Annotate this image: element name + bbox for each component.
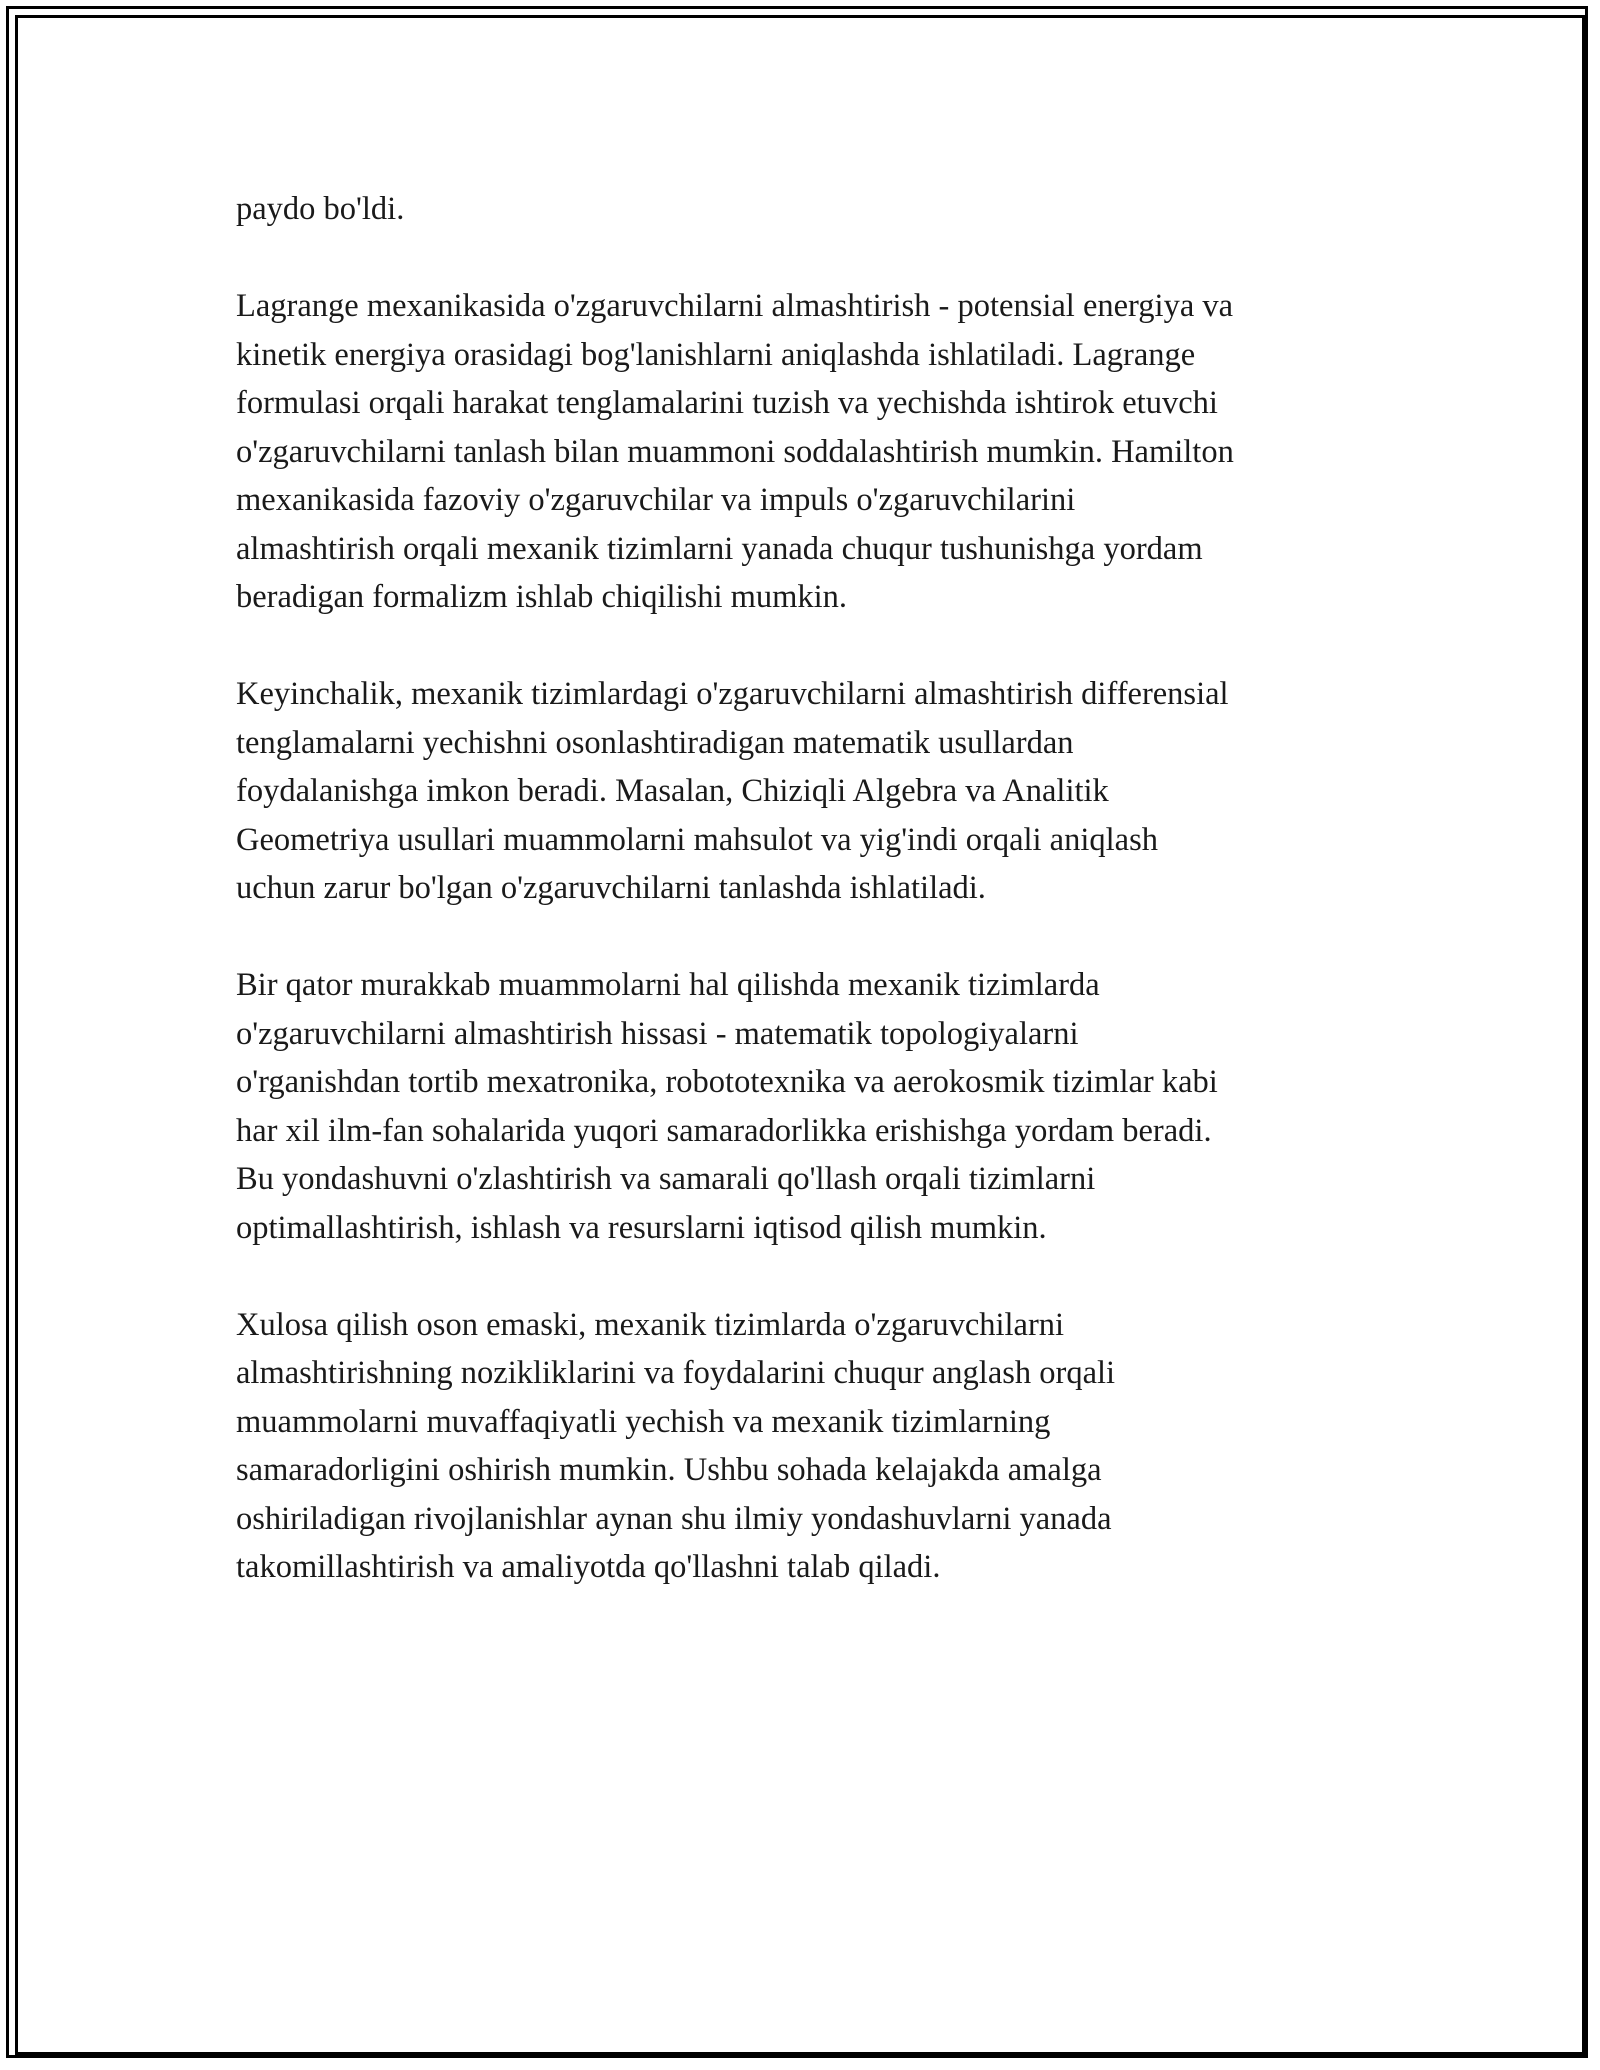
- paragraph-conclusion: Xulosa qilish oson emaski, mexanik tizimlarda o'zgaruvchilarni almashtirishning nozikliklarini va foydalarini chuqur anglash orqali muammolarni muvaffaqiyatli yechish va mexanik tizimlarning samaradorligini oshirish mumkin. Ushbu sohada kelajakda amalga oshiriladigan rivojlanishlar aynan shu ilmiy yondashuvlarni yanada takomillashtirish va amaliyotda qo'llashni talab qiladi.: [236, 1306, 1116, 1585]
- document-body: [236, 185, 1386, 1640]
- paragraph-lagrange-hamilton: Lagrange mexanikasida o'zgaruvchilarni almashtirish - potensial energiya va kinetik energiya orasidagi bog'lanishlarni aniqlashda ishlatiladi. Lagrange formulasi orqali harakat tenglamalarini tuzish va yechishda ishtirok etuvchi o'zgaruvchilarni tanlash bilan muammoni soddalashtirish mumkin. Hamilton mexanikasida fazoviy o'zgaruvchilar va impuls o'zgaruvchilarini almashtirish orqali mexanik tizimlarni yanada chuqur tushunishga yordam beradigan formalizm ishlab chiqilishi mumkin.: [236, 288, 1234, 615]
- paragraph-continuation: paydo bo'ldi.: [236, 191, 405, 227]
- paragraph-differential-equations: Keyinchalik, mexanik tizimlardagi o'zgaruvchilarni almashtirish differensial tenglamalarni yechishni osonlashtiradigan matematik usullardan foydalanishga imkon beradi. Masalan, Chiziqli Algebra va Analitik Geometriya usullari muammolarni mahsulot va yig'indi orqali aniqlash uchun zarur bo'lgan o'zgaruvchilarni tanlashda ishlatiladi.: [236, 676, 1229, 906]
- paragraph-complex-problems: Bir qator murakkab muammolarni hal qilishda mexanik tizimlarda o'zgaruvchilarni almashtirish hissasi - matematik topologiyalarni o'rganishdan tortib mexatronika, robototexnika va aerokosmik tizimlar kabi har xil ilm-fan sohalarida yuqori samaradorlikka erishishga yordam beradi. Bu yondashuvni o'zlashtirish va samarali qo'llash orqali tizimlarni optimallashtirish, ishlash va resurslarni iqtisod qilish mumkin.: [236, 967, 1218, 1246]
